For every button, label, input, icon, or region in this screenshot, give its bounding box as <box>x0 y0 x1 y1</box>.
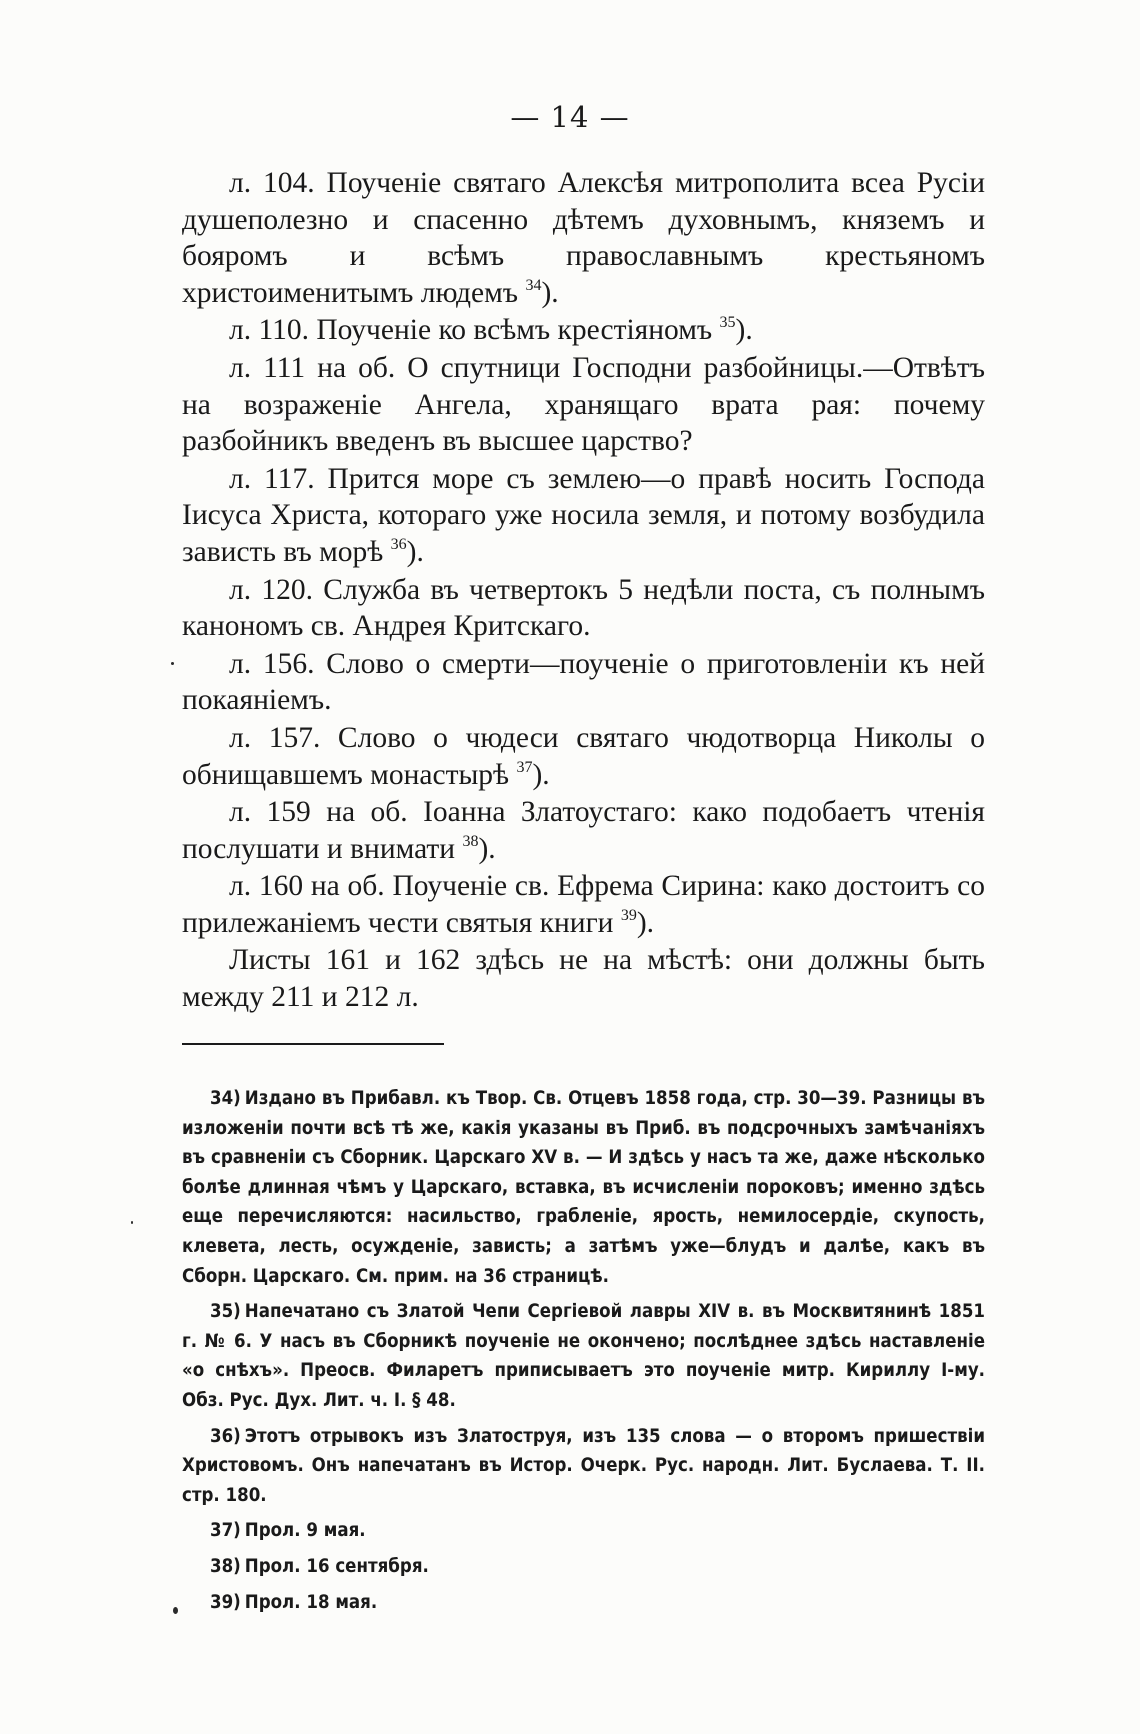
footnote-text: Этотъ отрывокъ изъ Златоструя, изъ 135 слова — о второмъ пришествіи Христовомъ. Онъ напечатанъ въ Истор. Очерк. Рус. народн. Лит. Буслаева. Т. II. стр. 180. <box>182 1425 985 1506</box>
entry <box>182 461 985 571</box>
entry-text: Листы 161 и 162 здѣсь не на мѣстѣ: они должны быть между 211 и 212 л. <box>182 944 985 1014</box>
main-text <box>182 165 985 1017</box>
entry-text: л. 110. Поученіе ко всѣмъ крестіяномъ <box>229 314 720 347</box>
entry <box>182 794 985 867</box>
entry <box>182 572 985 645</box>
entry-text: л. 117. Прится море съ землею—о правѣ носить Господа Іисуса Христа, котораго уже носила земля, и потому возбудила зависть въ морѣ <box>182 462 985 568</box>
entry-tail: ). <box>636 906 655 939</box>
footnote-mark: 34) <box>210 1088 241 1109</box>
entry-text: л. 160 на об. Поученіе св. Ефрема Сирина: како достоитъ со прилежаніемъ чести святыя книги <box>182 870 985 939</box>
footnote-ref: 36 <box>390 535 407 553</box>
entry-text: л. 120. Служба въ четвертокъ 5 недѣли поста, съ полнымъ канономъ св. Андрея Критскаго. <box>182 573 985 643</box>
entry <box>182 350 985 460</box>
footnote-mark: 38) <box>210 1555 241 1577</box>
entry <box>182 720 985 793</box>
footnote-ref: 39 <box>620 906 637 924</box>
footnote-ref: 37 <box>516 758 533 776</box>
footnote <box>182 1552 985 1582</box>
entry-text: л. 104. Поученіе святаго Алексѣя митрополита всеа Русіи душеполезно и спасенно дѣтемъ духовнымъ, княземъ и бояромъ и всѣмъ православнымъ крестьяномъ христоименитымъ людемъ <box>182 167 985 309</box>
footnotes <box>182 1084 985 1623</box>
entry <box>182 165 985 311</box>
entry-tail: ). <box>541 276 559 309</box>
entry-text: л. 159 на об. Іоанна Златоустаго: како подобаетъ чтенія послушати и внимати <box>182 796 985 865</box>
footnote <box>182 1588 985 1618</box>
entry-text: л. 111 на об. О спутници Господни разбойницы.—Отвѣтъ на возраженіе Ангела, хранящаго врата рая: почему разбойникъ введенъ въ высшее царство? <box>182 351 985 458</box>
footnote-ref: 38 <box>462 832 479 850</box>
entry-tail: ). <box>735 314 753 347</box>
footnote <box>182 1422 985 1511</box>
footnote-text: Прол. 16 сентября. <box>244 1555 429 1577</box>
footnote-text: Напечатано съ Златой Чепи Сергіевой лавры XIV в. въ Москвитянинѣ 1851 г. № 6. У насъ въ Сборникѣ поученіе не окончено; послѣднее здѣсь наставленіе «о снѣхъ». Преосв. Филаретъ приписываетъ это поученіе митр. Кириллу I-му. Обз. Рус. Дух. Лит. ч. I. § 48. <box>182 1301 985 1411</box>
page-number: — 14 — <box>510 100 630 134</box>
entry <box>182 646 985 719</box>
footnote-ref: 34 <box>525 276 542 294</box>
footnote-text: Издано въ Прибавл. къ Твор. Св. Отцевъ 1858 года, стр. 30—39. Разницы въ изложеніи почти всѣ тѣ же, какія указаны въ Приб. въ подсрочныхъ замѣчаніяхъ въ сравненіи съ Сборник. Царскаго XV в. — И здѣсь у насъ та же, даже нѣсколько болѣе длинная чѣмъ у Царскаго, вставка, въ исчисленіи пороковъ; именно здѣсь еще перечисляются: насильство, грабленіе, ярость, немилосердіе, скупость, клевета, лесть, осужденіе, зависть; а затѣмъ уже—блудъ и далѣе, какъ въ Сборн. Царскаго. См. прим. на 36 страницѣ. <box>182 1088 985 1287</box>
entry-text: л. 157. Слово о чюдеси святаго чюдотворца Николы о обнищавшемъ монастырѣ <box>182 721 985 791</box>
footnote <box>182 1084 985 1291</box>
entry <box>182 868 985 941</box>
footnote <box>182 1516 985 1546</box>
footnote-divider <box>182 1043 444 1045</box>
footnote-mark: 36) <box>210 1425 241 1447</box>
entry-tail: ). <box>406 535 424 568</box>
entry <box>182 312 985 349</box>
footnote-mark: 39) <box>210 1591 241 1613</box>
footnote <box>182 1297 985 1415</box>
entry-tail: ). <box>478 832 496 865</box>
scan-speck <box>173 1607 178 1614</box>
entry-tail: ). <box>532 758 550 791</box>
entry <box>182 942 985 1015</box>
entry-text: л. 156. Слово о смерти—поученіе о приготовленіи къ ней покаяніемъ. <box>182 647 985 717</box>
footnote-text: Прол. 18 мая. <box>244 1591 378 1613</box>
footnote-text: Прол. 9 мая. <box>244 1520 366 1542</box>
scan-speck <box>171 662 174 665</box>
footnote-mark: 37) <box>210 1520 241 1542</box>
footnote-ref: 35 <box>719 314 736 332</box>
scan-speck <box>131 1221 133 1224</box>
footnote-mark: 35) <box>210 1301 241 1323</box>
